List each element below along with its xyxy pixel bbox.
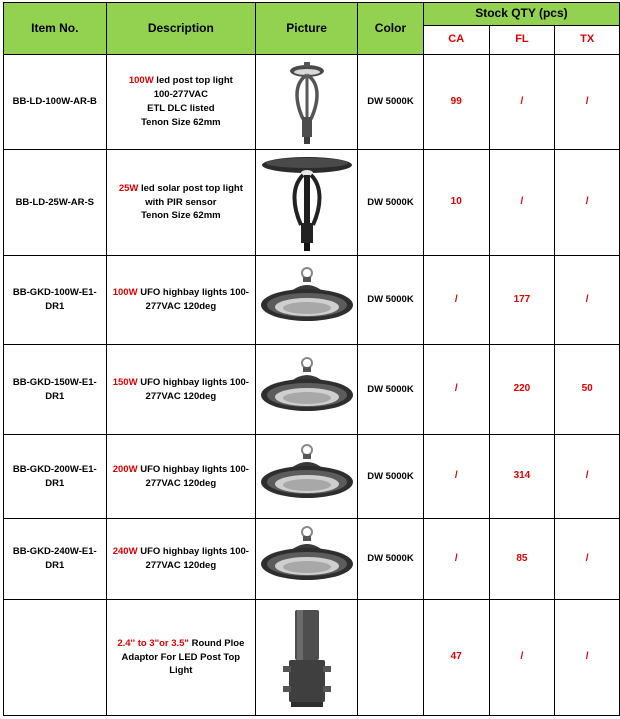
description xyxy=(106,55,256,150)
desc-line-3: Tenon Size 62mm xyxy=(141,210,221,222)
stock-table xyxy=(3,2,620,716)
picture xyxy=(256,55,358,150)
qty-tx: 50 xyxy=(555,345,620,435)
qty-fl: / xyxy=(489,55,555,150)
desc-line-2: Adaptor For LED Post Top Light xyxy=(121,651,241,677)
qty-ca: 47 xyxy=(423,600,489,716)
qty-tx: / xyxy=(555,150,620,256)
color-temp: DW 5000K xyxy=(358,150,424,256)
desc-line-2: 277VAC 120deg xyxy=(145,560,217,571)
description xyxy=(106,345,256,435)
power-label: 240W xyxy=(112,546,138,558)
qty-fl: 85 xyxy=(489,519,555,600)
power-label: 150W xyxy=(112,376,138,388)
desc-line-1: Round Ploe xyxy=(188,637,245,649)
power-label: 100W xyxy=(128,75,154,87)
description xyxy=(106,256,256,345)
item-no: BB-GKD-150W-E1-DR1 xyxy=(4,345,107,435)
ufo-highbay-icon xyxy=(259,265,355,335)
power-label: 200W xyxy=(112,463,138,475)
desc-line-1: led solar post top light xyxy=(138,182,243,194)
header-ca: CA xyxy=(423,26,489,55)
desc-line-1: UFO highbay lights 100- xyxy=(137,546,249,558)
table-row xyxy=(4,256,620,345)
table-row xyxy=(4,519,620,600)
qty-ca: / xyxy=(423,345,489,435)
post-top-light-icon xyxy=(277,57,337,147)
table-row xyxy=(4,150,620,256)
item-no: BB-GKD-240W-E1-DR1 xyxy=(4,519,107,600)
table-row xyxy=(4,435,620,519)
table-row xyxy=(4,55,620,150)
size-label: 2.4'' to 3"or 3.5" xyxy=(117,637,189,649)
color-temp xyxy=(358,600,424,716)
qty-fl: / xyxy=(489,150,555,256)
description xyxy=(106,519,256,600)
item-no: BB-GKD-200W-E1-DR1 xyxy=(4,435,107,519)
header-tx: TX xyxy=(555,26,620,55)
ufo-highbay-icon xyxy=(259,355,355,425)
desc-line-1: UFO highbay lights 100- xyxy=(137,463,249,475)
picture xyxy=(256,345,358,435)
color-temp: DW 5000K xyxy=(358,256,424,345)
header-description: Description xyxy=(106,3,256,55)
qty-tx: / xyxy=(555,435,620,519)
ufo-highbay-icon xyxy=(259,442,355,512)
desc-line-2: with PIR sensor xyxy=(145,196,217,208)
item-no: BB-LD-100W-AR-B xyxy=(4,55,107,150)
color-temp: DW 5000K xyxy=(358,55,424,150)
power-label: 100W xyxy=(112,287,138,299)
desc-line-2: 277VAC 120deg xyxy=(145,301,217,312)
qty-ca: 99 xyxy=(423,55,489,150)
qty-ca: 10 xyxy=(423,150,489,256)
picture xyxy=(256,519,358,600)
color-temp: DW 5000K xyxy=(358,345,424,435)
table-row xyxy=(4,345,620,435)
ufo-highbay-icon xyxy=(259,524,355,594)
header-color: Color xyxy=(358,3,424,55)
picture xyxy=(256,435,358,519)
desc-line-4: Tenon Size 62mm xyxy=(141,116,221,128)
qty-ca: / xyxy=(423,256,489,345)
header-picture: Picture xyxy=(256,3,358,55)
item-no: BB-LD-25W-AR-S xyxy=(4,150,107,256)
picture xyxy=(256,256,358,345)
header-stock-qty: Stock QTY (pcs) xyxy=(423,3,619,26)
picture xyxy=(256,600,358,716)
qty-fl: 314 xyxy=(489,435,555,519)
header-item-no: Item No. xyxy=(4,3,107,55)
qty-tx: / xyxy=(555,600,620,716)
picture xyxy=(256,150,358,256)
desc-line-3: ETL DLC listed xyxy=(147,103,215,114)
power-label: 25W xyxy=(118,182,139,194)
description xyxy=(106,435,256,519)
desc-line-1: led post top light xyxy=(153,75,233,87)
qty-tx: / xyxy=(555,55,620,150)
qty-fl: 220 xyxy=(489,345,555,435)
desc-line-1: UFO highbay lights 100- xyxy=(137,287,249,299)
header-fl: FL xyxy=(489,26,555,55)
desc-line-2: 277VAC 120deg xyxy=(145,477,217,489)
item-no xyxy=(4,600,107,716)
qty-tx: / xyxy=(555,519,620,600)
color-temp: DW 5000K xyxy=(358,519,424,600)
description xyxy=(106,150,256,256)
desc-line-1: UFO highbay lights 100- xyxy=(137,376,249,388)
qty-fl: / xyxy=(489,600,555,716)
qty-ca: / xyxy=(423,435,489,519)
qty-fl: 177 xyxy=(489,256,555,345)
item-no: BB-GKD-100W-E1-DR1 xyxy=(4,256,107,345)
qty-tx: / xyxy=(555,256,620,345)
pole-adaptor-icon xyxy=(277,606,337,710)
solar-post-top-light-icon xyxy=(259,153,355,253)
table-row xyxy=(4,600,620,716)
desc-line-2: 100-277VAC xyxy=(153,89,208,101)
color-temp: DW 5000K xyxy=(358,435,424,519)
description xyxy=(106,600,256,716)
desc-line-2: 277VAC 120deg xyxy=(145,390,217,402)
qty-ca: / xyxy=(423,519,489,600)
